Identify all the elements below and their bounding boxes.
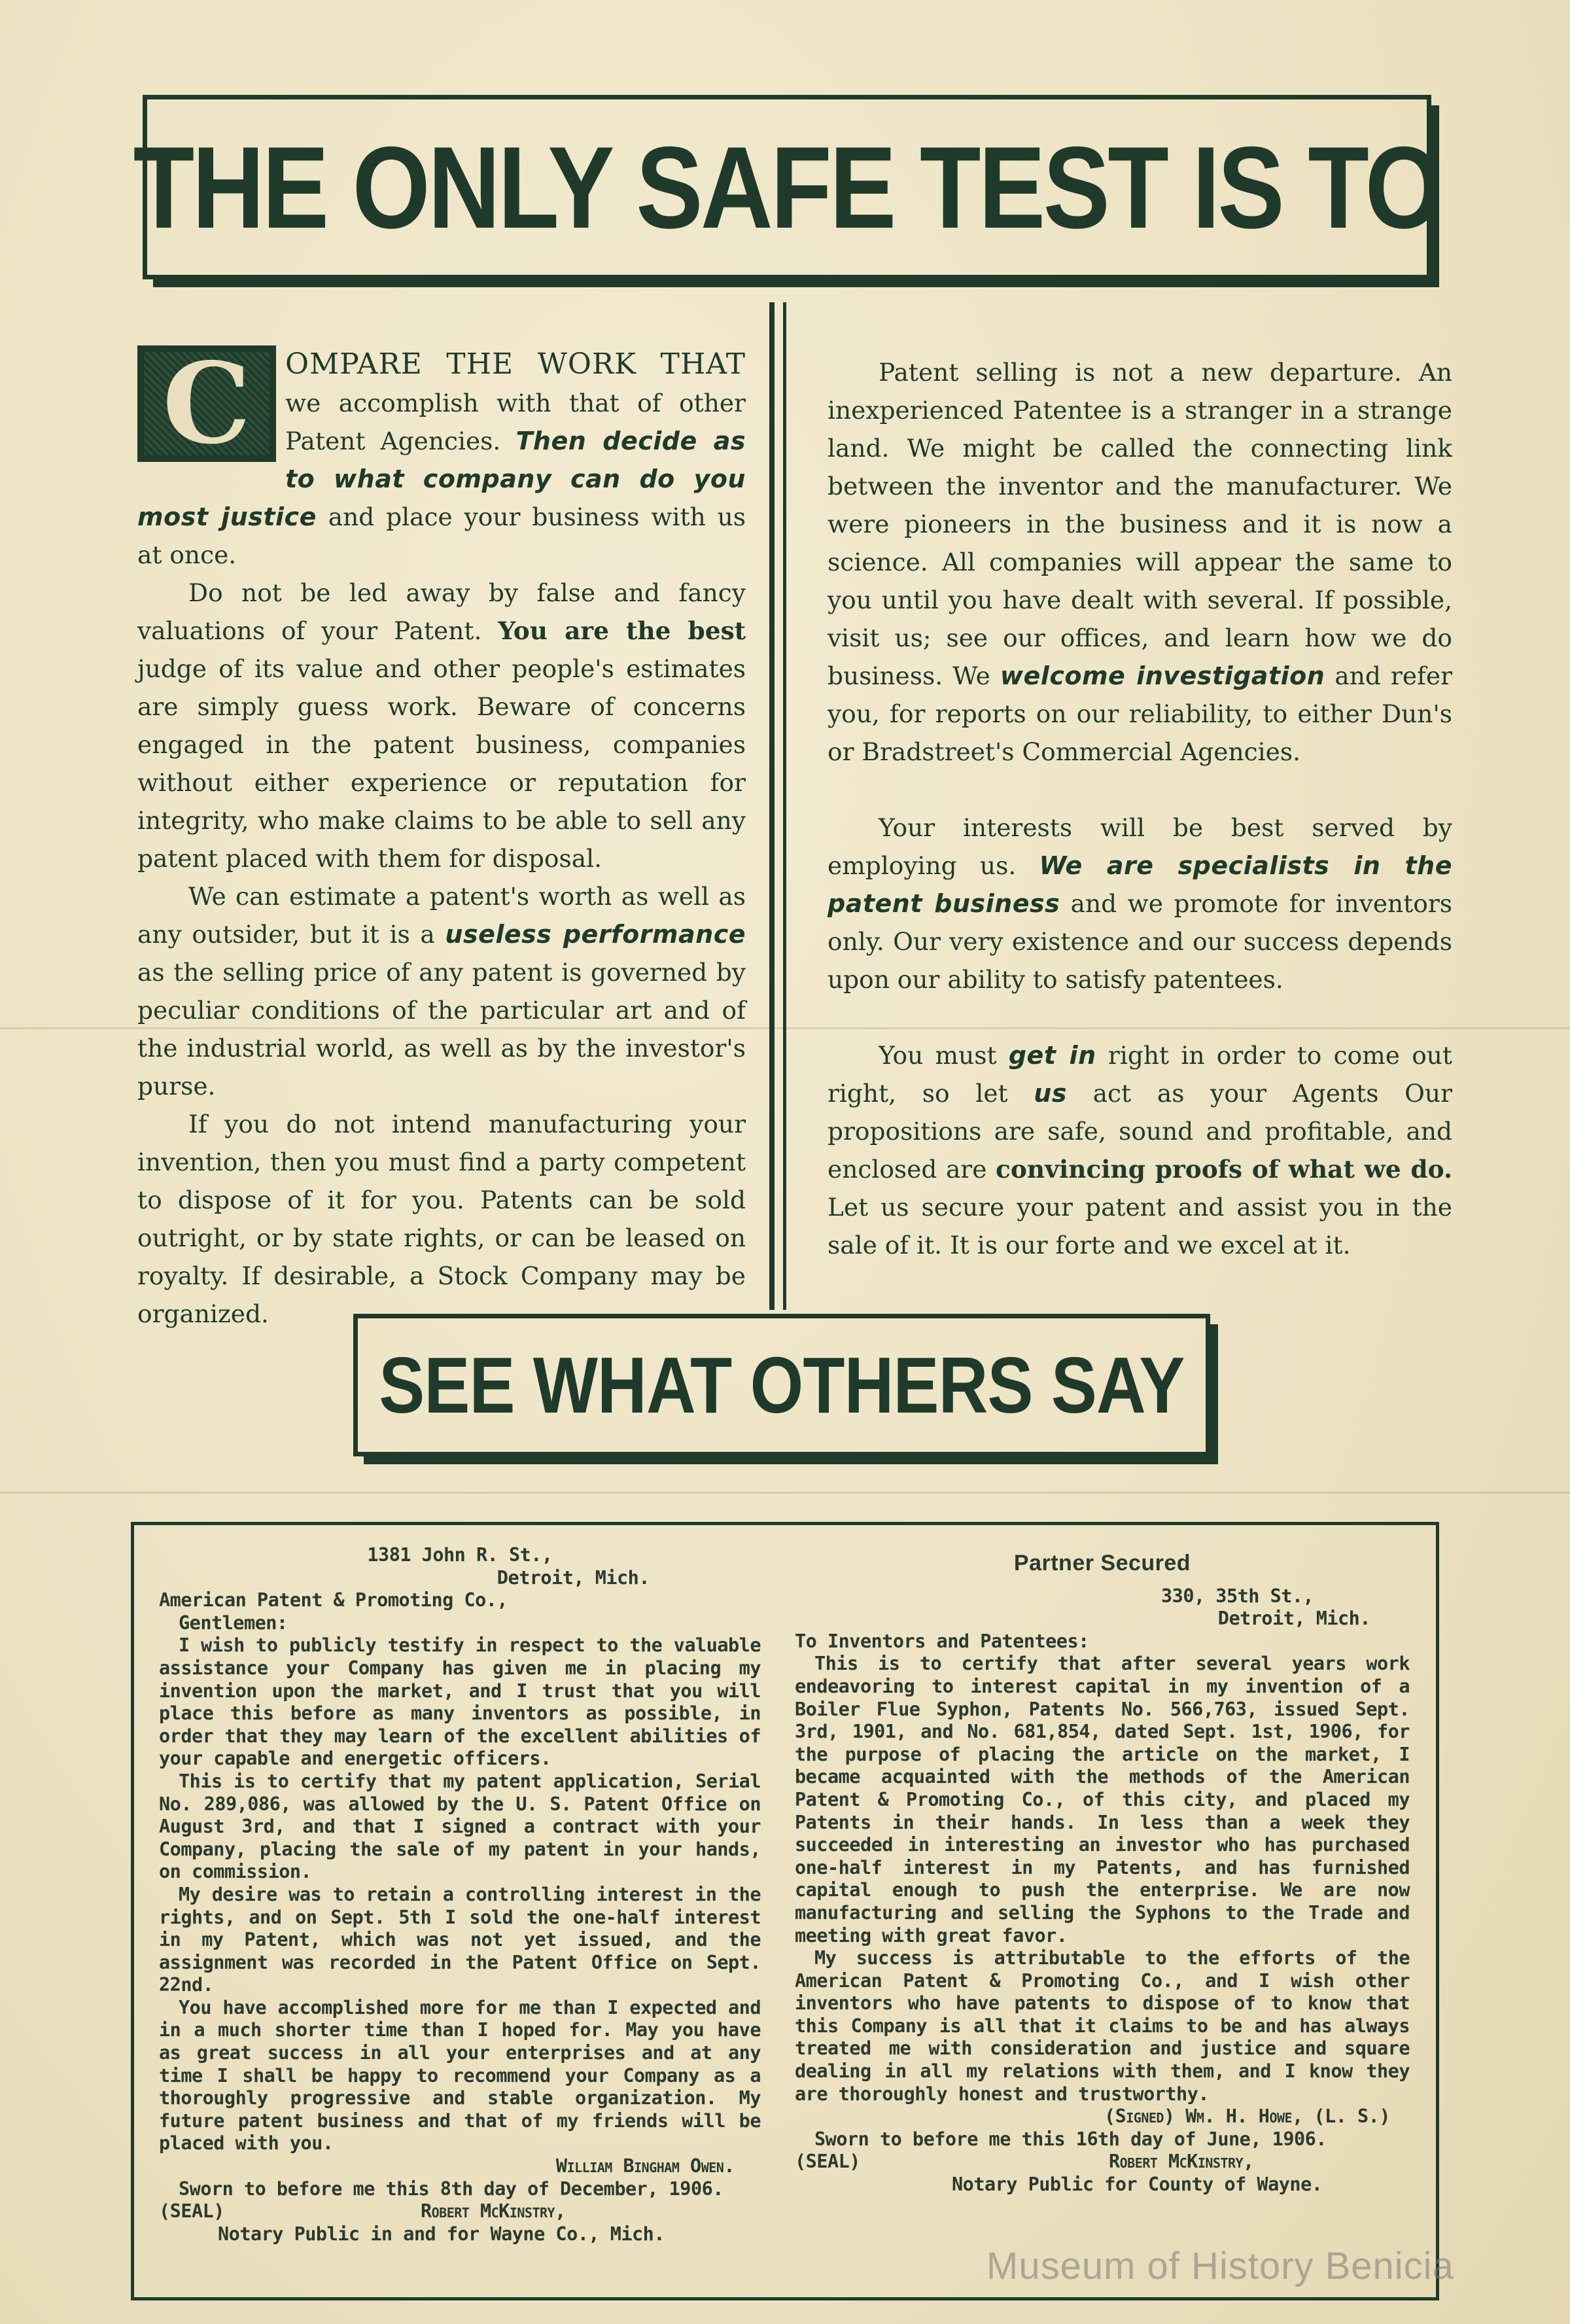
right-column [828, 353, 1452, 1264]
headline: THE ONLY SAFE TEST IS TO [133, 122, 1441, 253]
paragraph: Patent selling is not a new departure. An inexperienced Patentee is a stranger in a strange land. We might be called the connecting link between the inventor and the manufacturer. We were pioneers in the business and it is now a science. All companies will appear the same to you until you have dealt with several. If possible, visit us; see our offices, and learn how we do business. We welcome investigation and refer you, for reports on our reliability, to either Dun's or Bradstreet's Commercial Agencies. [828, 358, 1453, 766]
paragraph: If you do not intend manufacturing your invention, then you must find a party competent to dispose of it for you. Patents can be sold outright, or by state rights, or can be leased on royalty. If desirable, a Stock Company may be organized. [137, 1110, 746, 1328]
paragraph: Do not be led away by false and fancy valuations of your Patent. You are the best judge of its value and other people's estimates are simply guess work. Beware of concerns engaged in the patent business, companies without either experience or reputation for integrity, who make claims to be able to sell any patent placed with them for disposal. [137, 578, 746, 873]
column-divider [769, 302, 786, 1310]
testimonial-owen: 1381 John R. St., Detroit, Mich. American Patent & Promoting Co., Gentlemen: I wish to publicly testify in respect to the valuable assistance your Company has given me in placing my invention upon the market, and I trust that you will place this before as many inventors as possible, in order that they may learn of the excellent abilities of your capable and energetic officers. This is to certify that my patent application, Serial No. 289,086, was allowed by the U. S. Patent Office on August 3rd, and that I signed a contract with your Company, placing the sale of my patent in your hands, on commission. My desire was to retain a controlling interest in the rights, and on Sept. 5th I sold the one-half interest in my Patent, which was not yet issued, and the assignment was recorded in the Patent Office on Sept. 22nd. You have accomplished more for me than I expected and in a much shorter time than I hoped for. May you have as great success in all your enterprises and at any time I shall be happy to recommend your Company as a thoroughly progressive and stable organization. My future patent business and that of my friends will be placed with you. William Bingham Owen. Sworn to before me this 8th day of December, 1906. (SEAL) Robert McKinstry, Notary Public in and for Wayne Co., Mich. [159, 1544, 761, 2245]
partner-secured-heading: Partner Secured [1013, 1551, 1191, 1576]
headline-banner [133, 95, 1441, 279]
paper-fold [0, 1492, 1570, 1494]
signature: (Signed) Wm. H. Howe, (L. S.) [1104, 2105, 1390, 2128]
ornamental-dropcap: C [137, 345, 276, 462]
paragraph: We can estimate a patent's worth as well as any outsider, but it is a useless performance as the selling price of any patent is governed by peculiar conditions of the particular art and of the industrial world, as well as by the investor's purse. [137, 882, 746, 1100]
paragraph: You must get in right in order to come out right, so let us act as your Agents Our propositions are safe, sound and profitable, and enclosed are convincing proofs of what we do. Let us secure your patent and assist you in the sale of it. It is our forte and we excel at it. [828, 1041, 1453, 1259]
testimonial-howe: Partner Secured 330, 35th St., Detroit, Mich. To Inventors and Patentees: This is to certify that after several years work endeavoring to interest capital in my invention of a Boiler Flue Syphon, Patents No. 566,763, issued Sept. 3rd, 1901, and No. 681,854, dated Sept. 1st, 1906, for the purpose of placing the article on the market, I became acquainted with the methods of the American Patent & Promoting Co., of this city, and placed my Patents in their hands. In less than a week they succeeded in interesting an investor who has purchased one-half interest in my Patents, and has furnished capital enough to push the enterprise. We are now manufacturing and selling the Syphons to the Trade and meeting with great favor. My success is attributable to the efforts of the American Patent & Promoting Co., and I wish other inventors who have patents to dispose of to know that this Company is all that it claims to be and has always treated me with consideration and justice and square dealing in all my relations with them, and I know they are thoroughly honest and trustworthy. (Signed) Wm. H. Howe, (L. S.) Sworn to before me this 16th day of June, 1906. (SEAL) Robert McKinstry, Notary Public for County of Wayne. [795, 1551, 1410, 2196]
testimonials-banner [353, 1314, 1210, 1456]
testimonials-heading: SEE WHAT OTHERS SAY [379, 1341, 1185, 1430]
watermark: Museum of History Benicia [986, 2245, 1454, 2287]
paragraph: Your interests will be best served by employing us. We are specialists in the patent business and we promote for inventors only. Our very existence and our success depends upon our ability to satisfy patentees. [828, 813, 1453, 994]
signature: William Bingham Owen. [555, 2155, 735, 2177]
left-column: C OMPARE THE WORK THAT we accomplish with that of other Patent Agencies. Then decide as to what company can do you most justice and place your business with us at once. Do not be led away by false and fancy valuations of your Patent. You are the best judge of its value and other people's estimates are simply guess work. Beware of concerns engaged in the patent business, companies without either experience or reputation for integrity, who make claims to be able to sell any patent placed with them for disposal. We can estimate a patent's worth as well as any outsider, but it is a useless performance as the selling price of any patent is governed by peculiar conditions of the particular art and of the industrial world, as well as by the investor's purse. If you do not intend manufacturing your invention, then you must find a party competent to dispose of it for you. Patents can be sold outright, or by state rights, or can be leased on royalty. If desirable, a Stock Company may be organized. [137, 345, 746, 1333]
